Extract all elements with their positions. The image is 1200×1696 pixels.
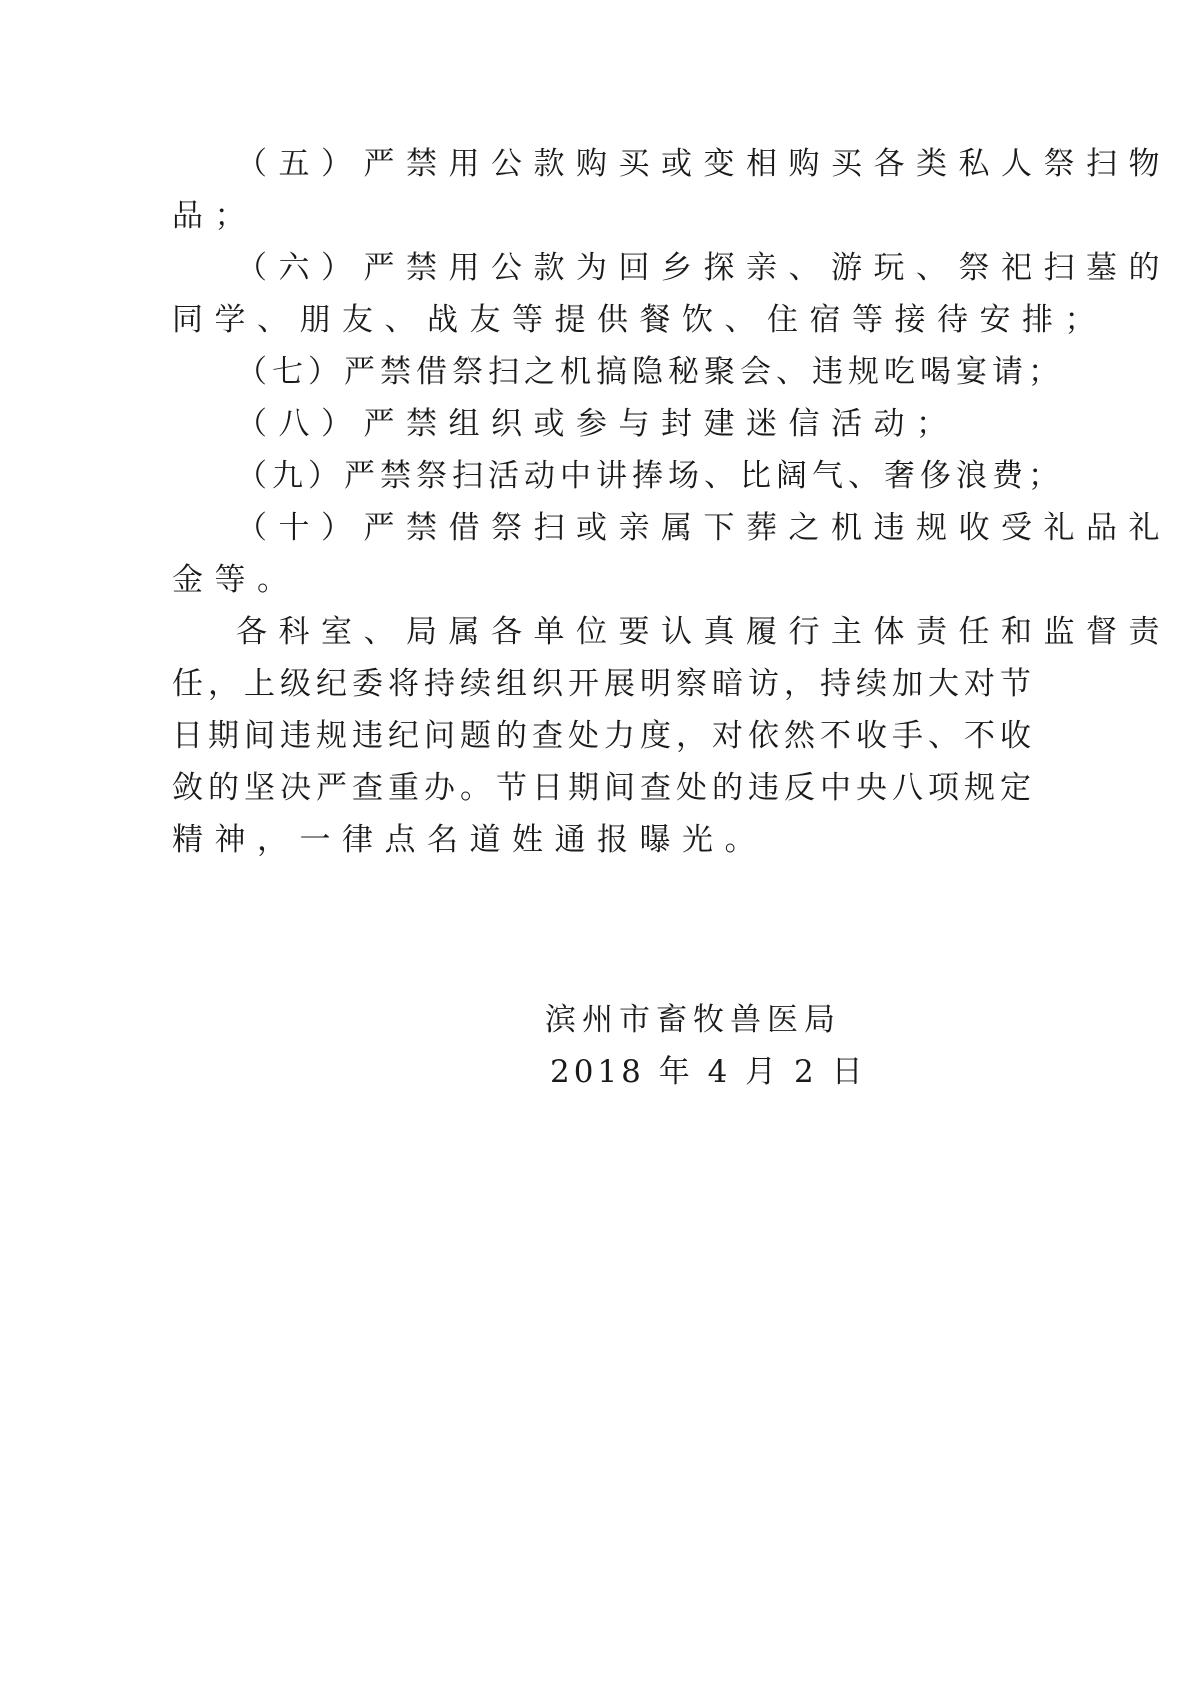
closing-line-3: 日期间违规违纪问题的查处力度，对依然不收手、不收 bbox=[172, 718, 1036, 754]
item-6-line-2: 同学、朋友、战友等提供餐饮、住宿等接待安排； bbox=[172, 302, 1107, 338]
item-7-line-1: （七）严禁借祭扫之机搞隐秘聚会、违规吃喝宴请； bbox=[236, 354, 1064, 390]
item-10-line-1: （十）严禁借祭扫或亲属下葬之机违规收受礼品礼 bbox=[236, 510, 1171, 546]
signature-organization: 滨州市畜牧兽医局 bbox=[545, 1002, 841, 1038]
closing-line-4: 敛的坚决严查重办。节日期间查处的违反中央八项规定 bbox=[172, 770, 1036, 806]
item-8-line-1: （八）严禁组织或参与封建迷信活动； bbox=[236, 406, 959, 442]
closing-line-5: 精神，一律点名道姓通报曝光。 bbox=[172, 822, 767, 858]
item-5-line-1: （五）严禁用公款购买或变相购买各类私人祭扫物 bbox=[236, 146, 1171, 182]
closing-line-2: 任，上级纪委将持续组织开展明察暗访，持续加大对节 bbox=[172, 666, 1036, 702]
closing-line-1: 各科室、局属各单位要认真履行主体责任和监督责 bbox=[236, 614, 1171, 650]
signature-date: 2018 年 4 月 2 日 bbox=[550, 1054, 867, 1090]
item-6-line-1: （六）严禁用公款为回乡探亲、游玩、祭祀扫墓的 bbox=[236, 250, 1171, 286]
item-10-line-2: 金等。 bbox=[172, 562, 300, 598]
item-9-line-1: （九）严禁祭扫活动中讲捧场、比阔气、奢侈浪费； bbox=[236, 458, 1064, 494]
item-5-line-2: 品； bbox=[172, 198, 257, 234]
